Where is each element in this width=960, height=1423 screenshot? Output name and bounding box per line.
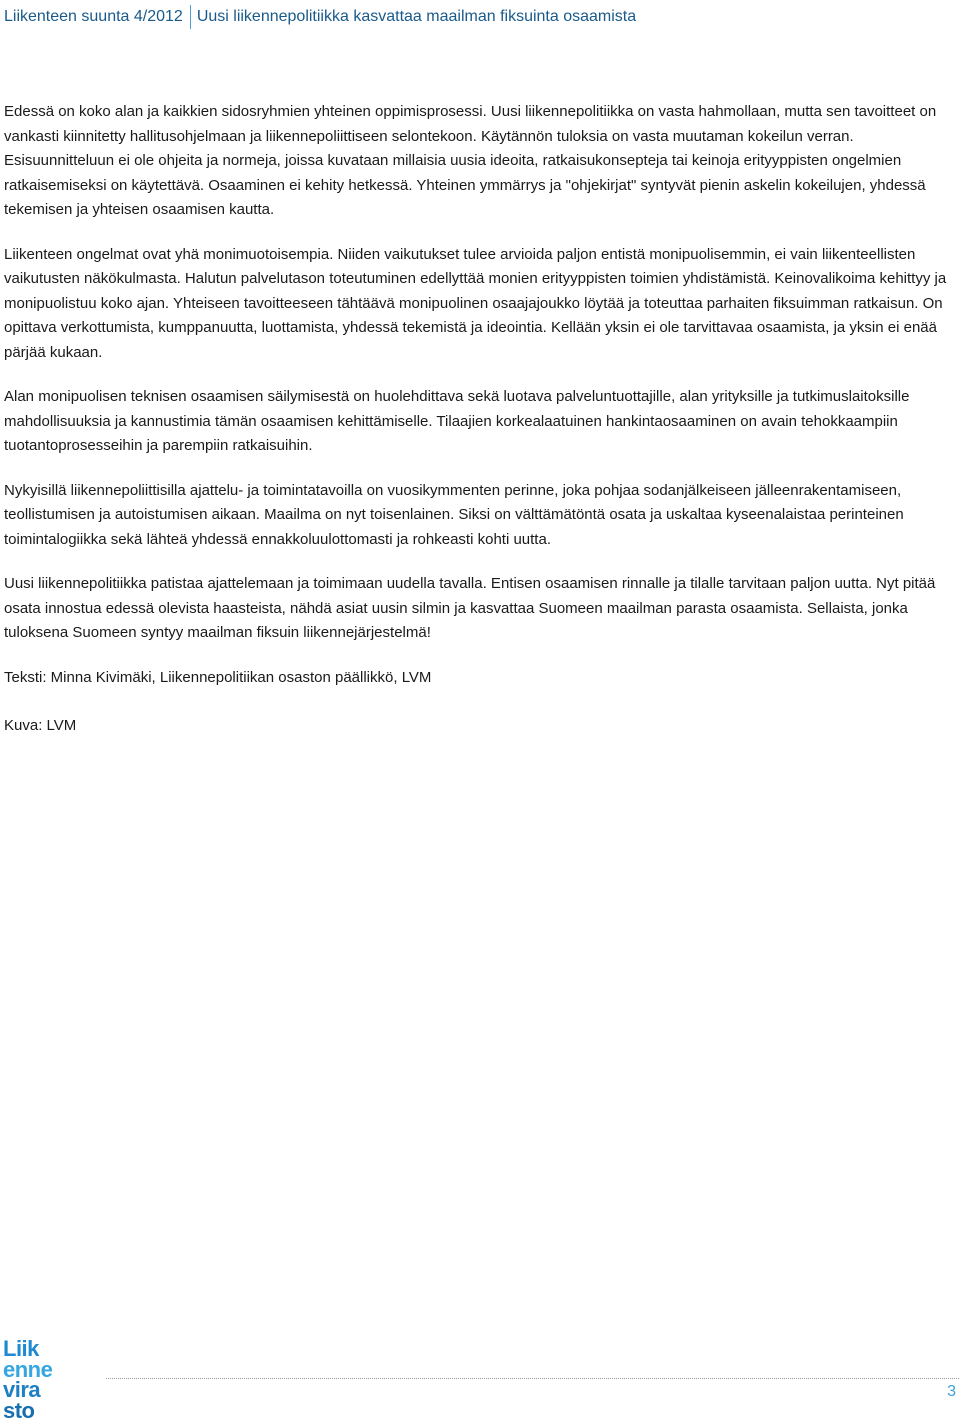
header-separator	[190, 5, 191, 29]
photo-credit: Kuva: LVM	[4, 717, 77, 734]
paragraph-4: Nykyisillä liikennepoliittisilla ajattelu- ja toimintatavoilla on vuosikymmenten perinne, joka pohjaa sodanjälkeiseen jälleenrakentamiseen, teollistumisen ja autoistumisen aikaan. Maailma on nyt toisenlainen. Siksi on välttämätöntä osata ja uskaltaa kyseenalaistaa perinteinen toimintalogiikka sekä lähteä yhdessä ennakkoluulottomasti ja rohkeasti kohti uutta.	[4, 481, 904, 548]
logo-line: enne	[3, 1356, 53, 1382]
paragraph-2: Liikenteen ongelmat ovat yhä monimuotoisempia. Niiden vaikutukset tulee arvioida paljon entistä monipuolisemmin, ei vain liikenteellisten vaikutusten näkökulmasta. Halutun palvelutason toteutuminen edellyttää monien erityyppisten toimien yhdistämistä. Keinovalikoima kehittyy ja monipuolistuu koko ajan. Yhteiseen tavoitteeseen tähtäävä monipuolinen osaajajoukko löytää ja toteuttaa parhaiten fiksuimman ratkaisun. On opittava verkottumista, kumppanuutta, luottamista, yhdessä tekemistä ja ideointia. Kellään yksin ei ole tarvittavaa osaamista, ja yksin ei enää pärjää kukaan.	[4, 245, 947, 361]
article-body	[4, 100, 956, 759]
page-number: 3	[947, 1383, 956, 1400]
logo-line: Liik	[3, 1336, 39, 1361]
author-credit: Teksti: Minna Kivimäki, Liikennepolitiikan osaston päällikkö, LVM	[4, 668, 432, 686]
paragraph-3: Alan monipuolisen teknisen osaamisen säilymisestä on huolehdittava sekä luotava palveluntuottajille, alan yrityksille ja tutkimuslaitoksille mahdollisuuksia ja kannustimia tämän osaamisen kehittämiselle. Tilaajien korkealaatuinen hankintaosaaminen on avain tehokkaampiin tuotantoprosesseihin ja parempiin ratkaisuihin.	[4, 388, 910, 454]
footer-divider	[106, 1378, 959, 1379]
article-title: Uusi liikennepolitiikka kasvattaa maailman fiksuinta osaamista	[196, 8, 637, 25]
logo-line: vira	[3, 1377, 41, 1402]
running-header	[4, 4, 636, 30]
logo-line: sto	[3, 1397, 35, 1423]
liikennevirasto-logo	[3, 1336, 75, 1423]
paragraph-1: Edessä on koko alan ja kaikkien sidosryhmien yhteinen oppimisprosessi. Uusi liikennepolitiikka on vasta hahmollaan, mutta sen tavoitteet on vankasti kiinnitetty hallitusohjelmaan ja liikennepoliittiseen selontekoon. Käytännön tuloksia on vasta muutaman kokeilun verran. Esisuunnitteluun ei ole ohjeita ja normeja, joissa kuvataan millaisia uusia ideoita, ratkaisukonsepteja tai keinoja erityyppisten ongelmien ratkaisemiseksi on käytettävä. Osaaminen ei kehity hetkessä. Yhteinen ymmärrys ja "ohjekirjat" syntyvät pienin askelin kokeilujen, yhdessä tekemisen ja yhteisen osaamisen kautta.	[4, 103, 937, 218]
paragraph-5: Uusi liikennepolitiikka patistaa ajattelemaan ja toimimaan uudella tavalla. Entisen osaamisen rinnalle ja tilalle tarvitaan paljon uutta. Nyt pitää osata innostua edessä olevista haasteista, nähdä asiat uusin silmin ja kasvattaa Suomeen maailman parasta osaamista. Sellaista, jonka tuloksena Suomeen syntyy maailman fiksuin liikennejärjestelmä!	[4, 575, 936, 641]
issue-label: Liikenteen suunta 4/2012	[4, 8, 183, 25]
